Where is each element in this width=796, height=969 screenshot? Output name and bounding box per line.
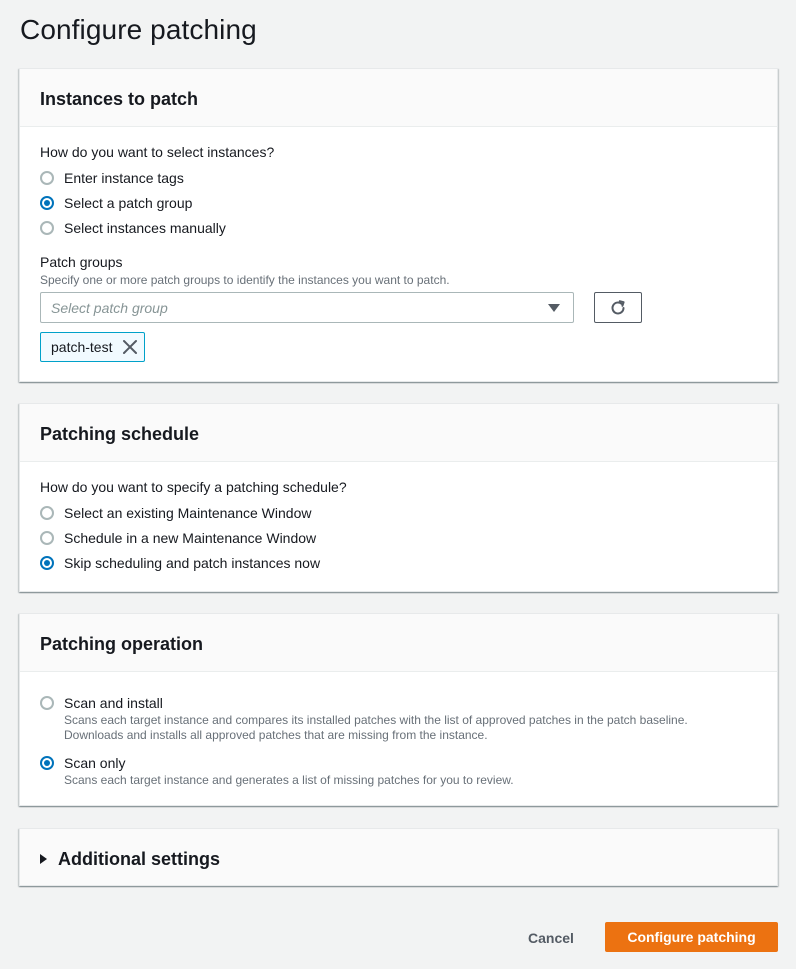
schedule-panel: [19, 403, 778, 592]
remove-token-button[interactable]: [122, 339, 138, 355]
radio-select-patch-group-control[interactable]: [40, 196, 54, 210]
operation-panel-header: Patching operation: [20, 614, 777, 672]
close-icon: [122, 339, 138, 355]
page-title: Configure patching: [20, 14, 257, 45]
additional-settings-panel: [19, 828, 778, 886]
radio-scan-and-install[interactable]: [40, 690, 163, 715]
scan-only-description: Scans each target instance and generates a list of missing patches for you to review.: [64, 773, 514, 787]
radio-new-maintenance-window-control[interactable]: [40, 531, 54, 545]
patch-group-token-label: patch-test: [51, 339, 113, 355]
radio-scan-only[interactable]: [40, 750, 125, 775]
refresh-patch-groups-button[interactable]: [594, 292, 642, 323]
scan-and-install-description-line1: Scans each target instance and compares its installed patches with the list of approved patches in the patch baseline.: [64, 713, 688, 727]
radio-new-maintenance-window[interactable]: [40, 525, 316, 550]
caret-right-icon: [40, 854, 47, 864]
caret-down-icon: [548, 304, 560, 312]
patch-groups-description: Specify one or more patch groups to identify the instances you want to patch.: [40, 273, 450, 287]
schedule-panel-header: Patching schedule: [20, 404, 777, 462]
radio-scan-only-control[interactable]: [40, 756, 54, 770]
radio-enter-instance-tags[interactable]: [40, 165, 184, 190]
refresh-icon: [609, 299, 627, 317]
scan-and-install-description-line2: Downloads and installs all approved patches that are missing from the instance.: [64, 728, 488, 742]
patch-group-token: [40, 332, 145, 362]
radio-existing-maintenance-window[interactable]: [40, 500, 311, 525]
patch-group-select[interactable]: [40, 292, 574, 323]
radio-scan-and-install-control[interactable]: [40, 696, 54, 710]
radio-existing-maintenance-window-label: Select an existing Maintenance Window: [64, 504, 312, 521]
additional-settings-title: Additional settings: [58, 848, 220, 869]
instances-question: How do you want to select instances?: [40, 144, 275, 160]
radio-enter-instance-tags-control[interactable]: [40, 171, 54, 185]
radio-enter-instance-tags-label: Enter instance tags: [64, 169, 184, 186]
operation-panel: [19, 613, 778, 806]
radio-skip-scheduling-label: Skip scheduling and patch instances now: [64, 554, 321, 571]
radio-scan-and-install-label: Scan and install: [64, 694, 163, 711]
patch-groups-label: Patch groups: [40, 254, 123, 270]
radio-select-instances-manually-label: Select instances manually: [64, 219, 226, 236]
radio-skip-scheduling[interactable]: [40, 550, 320, 575]
radio-select-instances-manually-control[interactable]: [40, 221, 54, 235]
patch-group-select-placeholder: Select patch group: [51, 299, 168, 316]
radio-select-patch-group-label: Select a patch group: [64, 194, 193, 211]
configure-patching-button[interactable]: Configure patching: [605, 922, 778, 952]
schedule-question: How do you want to specify a patching schedule?: [40, 479, 347, 495]
instances-panel: [19, 68, 778, 382]
radio-select-instances-manually[interactable]: [40, 215, 226, 240]
radio-select-patch-group[interactable]: [40, 190, 192, 215]
radio-new-maintenance-window-label: Schedule in a new Maintenance Window: [64, 529, 317, 546]
radio-existing-maintenance-window-control[interactable]: [40, 506, 54, 520]
additional-settings-toggle[interactable]: [20, 829, 777, 887]
radio-scan-only-label: Scan only: [64, 754, 126, 771]
radio-skip-scheduling-control[interactable]: [40, 556, 54, 570]
instances-panel-header: Instances to patch: [20, 69, 777, 127]
cancel-button[interactable]: Cancel: [520, 922, 582, 953]
